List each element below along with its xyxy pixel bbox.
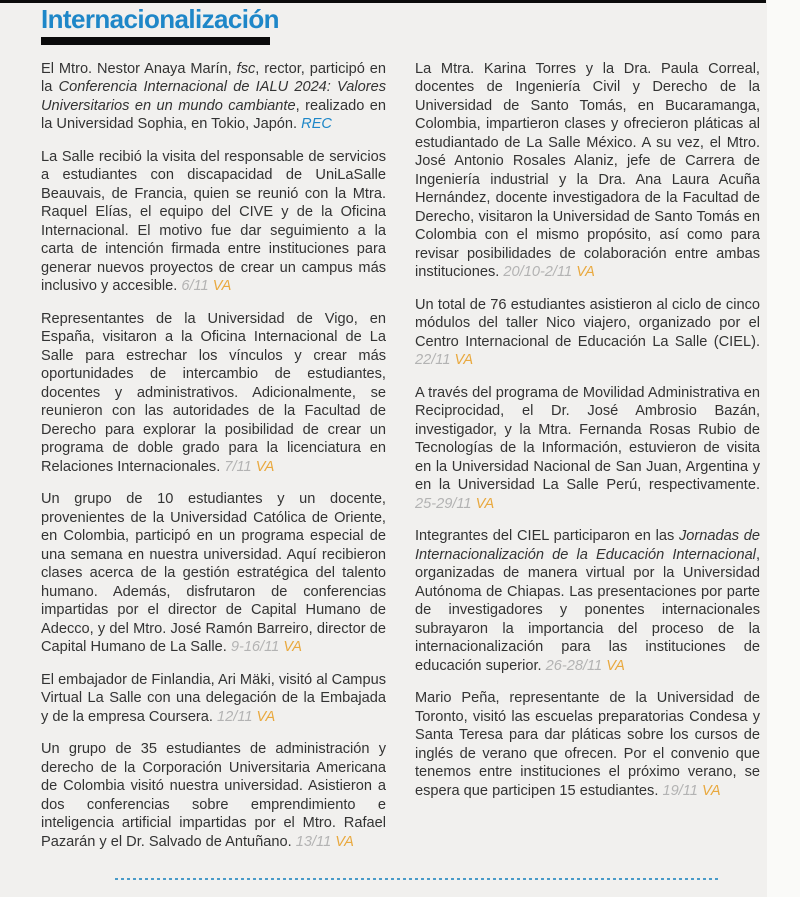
- article-columns: [0, 45, 762, 866]
- credit-date: 19/11: [662, 782, 702, 799]
- news-paragraph: [415, 60, 760, 282]
- text-segment: Jornadas de Internacionalización de la Educación Internacional: [415, 528, 760, 563]
- text-segment: El embajador de Finlandia, Ari Mäki, visitó al Campus Virtual La Salle con una delegación de la Embajada y de la empresa Coursera.: [41, 671, 386, 725]
- news-paragraph: [415, 527, 760, 675]
- credit-accent: REC: [301, 116, 332, 133]
- news-paragraph: [415, 384, 760, 514]
- text-segment: , rector, participó en la: [41, 60, 386, 96]
- news-paragraph: [41, 60, 386, 134]
- bottom-dashed-rule: [115, 878, 720, 880]
- credit-date: 22/11: [415, 352, 455, 369]
- text-segment: , organizadas de manera virtual por la Universidad Autónoma de Chiapas. Las presentaciones por parte de investigadores y ponentes internacionales subrayaron la importancia del proceso de la internacionalización para las instituciones de educación superior.: [415, 546, 760, 674]
- credit-initials: VA: [212, 278, 232, 295]
- top-rule: [0, 0, 766, 3]
- news-paragraph: [41, 671, 386, 727]
- news-paragraph: [415, 689, 760, 800]
- text-segment: Un grupo de 35 estudiantes de administración y derecho de la Corporación Universitaria Americana de Colombia visitó nuestra universidad. Asistieron a dos conferencias sobre emprendimiento e inteligencia artificial impartidas por el Mtro. Rafael Pazarán y el Dr. Salvado de Antuñano.: [41, 741, 386, 850]
- credit-date: 26-28/11: [545, 657, 607, 674]
- credit-date: 20/10-2/11: [503, 264, 577, 281]
- credit-initials: VA: [255, 458, 275, 475]
- column-right: [415, 60, 760, 866]
- section-title: Internacionalización: [41, 4, 279, 34]
- credit-date: 9-16/11: [230, 639, 284, 656]
- credit-initials: VA: [454, 352, 474, 369]
- credit-initials: VA: [606, 657, 625, 674]
- credit-initials: VA: [701, 782, 721, 799]
- text-segment: El Mtro. Nestor Anaya Marín,: [41, 60, 237, 77]
- text-segment: , realizado en la Universidad Sophia, en Tokio, Japón.: [41, 97, 386, 133]
- text-segment: Conferencia Internacional de IALU 2024: Valores Universitarios en un mundo cambiante: [41, 79, 386, 114]
- news-paragraph: [41, 740, 386, 851]
- text-segment: Un grupo de 10 estudiantes y un docente, provenientes de la Universidad Católica de Oriente, en Colombia, participó en un programa especial de una semana en nuestra universidad. Aquí recibieron clases acerca de la gestión estratégica del talento humano. Además, disfrutaron de conferencias impartidas por el director de Capital Humano de Adecco, y del Mtro. José Ramón Barreiro, director de Capital Humano de La Salle.: [41, 491, 386, 656]
- credit-date: 7/11: [224, 458, 256, 475]
- credit-initials: VA: [256, 708, 276, 725]
- news-paragraph: [41, 490, 386, 657]
- credit-initials: VA: [475, 495, 495, 512]
- text-segment: Integrantes del CIEL participaron en las: [415, 528, 679, 545]
- credit-initials: VA: [576, 264, 595, 281]
- credit-date: 25-29/11: [415, 495, 476, 512]
- credit-date: 12/11: [217, 708, 257, 725]
- page-edge: [767, 0, 800, 897]
- news-paragraph: [41, 148, 386, 296]
- credit-date: 6/11: [181, 278, 213, 295]
- text-segment: Mario Peña, representante de la Universidad de Toronto, visitó las escuelas preparatorias Condesa y Santa Teresa para dar pláticas sobre los cursos de inglés de verano que ofrecen. Por el convenio que tenemos entre instituciones el próximo verano, se espera que participen 15 estudiantes.: [415, 690, 760, 799]
- text-segment: Un total de 76 estudiantes asistieron al ciclo de cinco módulos del taller Nico viajero, organizado por el Centro Internacional de Educación La Salle (CIEL).: [415, 296, 760, 350]
- column-left: [41, 60, 386, 866]
- text-segment: Representantes de la Universidad de Vigo, en España, visitaron a la Oficina Internacional de La Salle para estrechar los vínculos y crear más oportunidades de intercambio de estudiantes, docentes y administrativos. Adicionalmente, se reunieron con las autoridades de la Facultad de Derecho para explorar la posibilidad de crear un programa de doble grado para la licenciatura en Relaciones Internacionales.: [41, 310, 386, 475]
- text-segment: A través del programa de Movilidad Administrativa en Reciprocidad, el Dr. José Ambrosio Bazán, investigador, y la Mtra. Fernanda Rosas Rubio de Tecnologías de la Información, estuvieron de visita en la Universidad Nacional de San Juan, Argentina y en la Universidad La Salle Perú, respectivamente.: [415, 384, 760, 494]
- credit-date: 13/11: [295, 833, 336, 850]
- section-header: [0, 0, 800, 45]
- text-segment: fsc: [236, 60, 256, 77]
- text-segment: La Mtra. Karina Torres y la Dra. Paula Correal, docentes de Ingeniería Civil y Derecho de la Universidad de Santo Tomás, en Bucaramanga, Colombia, impartieron clases y ofrecieron pláticas al estudiantado de La Salle México. A su vez, el Mtro. José Antonio Rosales Alaniz, jefe de Carrera de Ingeniería industrial y la Dra. Ana Laura Acuña Hernández, docente investigadora de la Facultad de Derecho, visitaron la Universidad de Santo Tomás en Colombia con el mismo propósito, así como para revisar posibilidades de colaboración entre ambas instituciones.: [415, 60, 760, 281]
- credit-initials: VA: [283, 639, 302, 656]
- text-segment: La Salle recibió la visita del responsable de servicios a estudiantes con discapacidad de UniLaSalle Beauvais, de Francia, quien se reunió con la Mtra. Raquel Elías, el equipo del CIVE y de la Oficina Internacional. El motivo fue dar seguimiento a la carta de intención firmada entre instituciones para generar nuevos proyectos de crear un campus más inclusivo y accesible.: [41, 148, 386, 295]
- news-paragraph: [415, 296, 760, 370]
- title-underline: [41, 37, 270, 45]
- credit-initials: VA: [335, 833, 354, 850]
- news-paragraph: [41, 310, 386, 477]
